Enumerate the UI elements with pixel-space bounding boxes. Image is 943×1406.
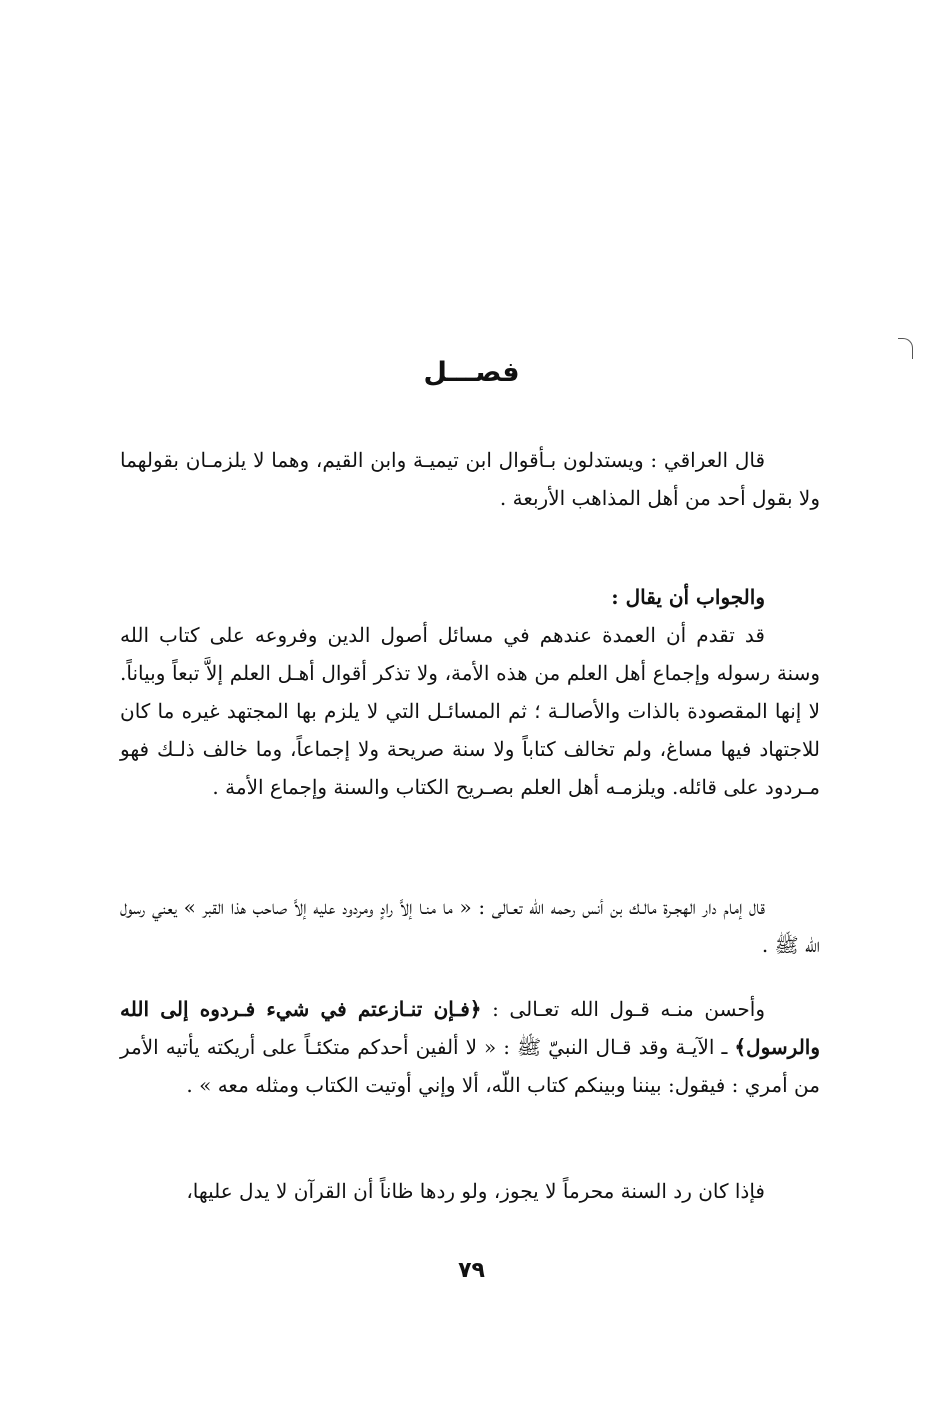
paragraph-text: قال العراقي : ويستدلون بـأقوال ابن تيميـة وابن القيم، وهما لا يلزمـان بقولهما ولا بقول أحد من أهل المذاهب الأربعة . (120, 448, 820, 510)
section-heading: فصـــل (423, 357, 520, 388)
paragraph-intro: وأحسن منـه قـول الله تعـالى : (481, 997, 765, 1021)
paragraph-sunnah-rejection (120, 1172, 820, 1210)
paragraph-quran-hadith (120, 990, 820, 1104)
paragraph-text (120, 990, 820, 1104)
answer-label-text: والجواب أن يقال : (611, 585, 765, 609)
answer-label (120, 578, 820, 616)
paragraph-answer (120, 616, 820, 806)
paragraph-rest: ـ الآيـة وقد قـال النبيّ ﷺ : « لا ألفين أحدكم متكئـاً على أريكته يأتيه الأمر من أمري : فيقول: بيننا وبينكم كتاب اللّه، ألا وإني أوتيت الكتاب ومثله معه » . (120, 1035, 820, 1097)
paragraph-malik-quote (120, 888, 820, 964)
paragraph-text: فإذا كان رد السنة محرماً لا يجوز، ولو ردها ظاناً أن القرآن لا يدل عليها، (186, 1179, 765, 1203)
quran-verse: ﴿فـإن تنـازعتم في شيء فـردوه إلى الله والرسول﴾ (120, 997, 820, 1059)
paragraph-text: قد تقدم أن العمدة عندهم في مسائل أصول الدين وفروعه على كتاب الله وسنة رسوله وإجماع أهل العلم من هذه الأمة، ولا تذكر أقوال أهـل العلم إلاَّ تبعاً وبياناً. لا إنها المقصودة بالذات والأصالـة ؛ ثم المسائـل التي لا يلزم بها المجتهد غيره ما كان للاجتهاد فيها مساغ، ولم تخالف كتاباً ولا سنة صريحة ولا إجماعاً، وما خالف ذلـك فهو مـردود على قائله. ويلزمـه أهل العلم بصـريح الكتاب والسنة وإجماع الأمة . (120, 623, 820, 799)
paragraph-iraqi-claim (120, 441, 820, 517)
paragraph-text: قال إمام دار الهجـرة مالـك بن أنس رحمه الله تعـالى : « ما منـا إلاَّ رادٍ ومردود عليه إلاَّ صاحب هذا القبر » يعني رسول الله ﷺ . (120, 895, 820, 957)
page-number: ٧٩ (458, 1258, 485, 1283)
